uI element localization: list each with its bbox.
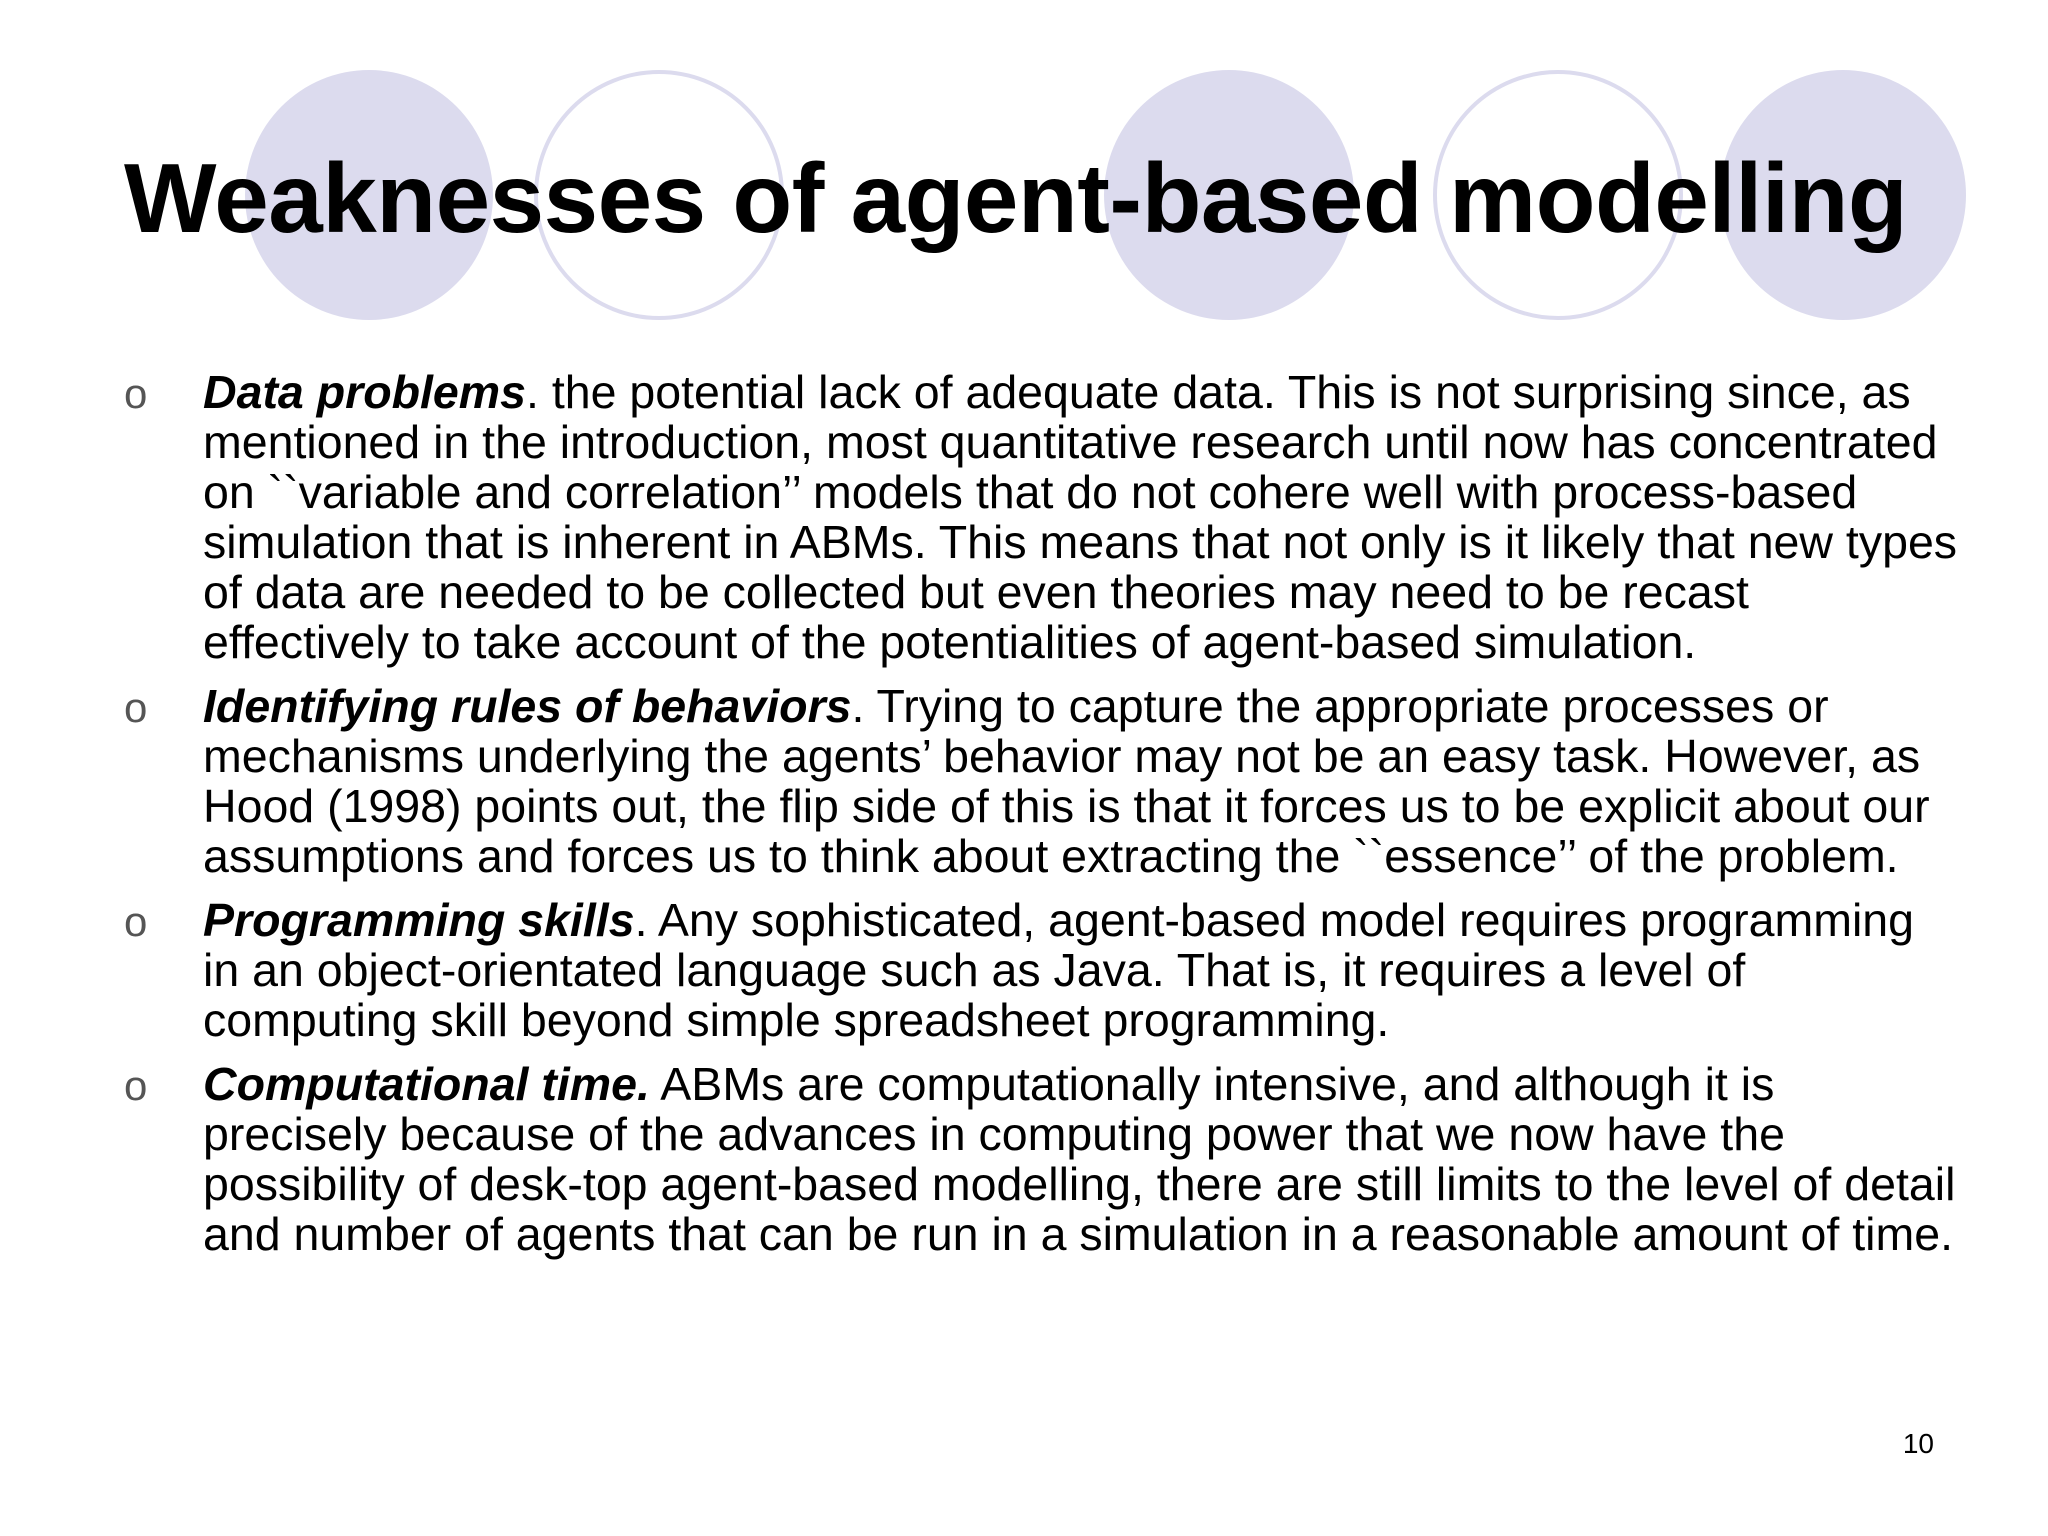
bullet-term-suffix: . xyxy=(851,680,865,732)
bullet-list xyxy=(0,367,2048,1273)
bullet-marker: o xyxy=(124,1062,148,1109)
bullet-term: Data problems xyxy=(203,366,527,418)
bullet-item xyxy=(0,895,1963,1045)
page-number: 10 xyxy=(1902,1428,1934,1459)
bullet-term-suffix: . xyxy=(634,894,648,946)
bullet-term: Identifying rules of behaviors xyxy=(203,680,852,732)
bullet-marker: o xyxy=(124,370,148,417)
bullet-text xyxy=(203,894,1914,1046)
bullet-item xyxy=(0,681,1963,881)
bullet-body: Trying to capture the appropriate processes or mechanisms underlying the agents’ behavior may not be an easy task. However, as Hood (1998) points out, the flip side of this is that it forces us to be explicit about our assumptions and forces us to think about extracting the ``essence’’ of the problem. xyxy=(203,680,1930,882)
bullet-item xyxy=(0,1059,1963,1259)
bullet-item xyxy=(0,367,1963,667)
bullet-marker: o xyxy=(124,898,148,945)
bullet-body: the potential lack of adequate data. This is not surprising since, as mentioned in the introduction, most quantitative research until now has concentrated on ``variable and correlation’’ models that do not cohere well with process-based simulation that is inherent in ABMs. This means that not only is it likely that new types of data are needed to be collected but even theories may need to be recast effectively to take account of the potentialities of agent-based simulation. xyxy=(203,366,1958,668)
bullet-text xyxy=(203,366,1957,668)
bullet-term: Programming skills xyxy=(203,894,635,946)
bullet-body: ABMs are computationally intensive, and although it is precisely because of the advances in computing power that we now have the possibility of desk-top agent-based modelling, there are still limits to the level of detail and number of agents that can be run in a simulation in a reasonable amount of time. xyxy=(203,1058,1956,1260)
bullet-text xyxy=(203,1058,1955,1260)
bullet-body: Any sophisticated, agent-based model requires programming in an object-orientated language such as Java. That is, it requires a level of computing skill beyond simple spreadsheet programming. xyxy=(203,894,1915,1046)
slide-title: Weaknesses of agent-based modelling xyxy=(124,143,1908,253)
bullet-marker: o xyxy=(124,684,148,731)
bullet-term: Computational time. xyxy=(203,1058,650,1110)
bullet-term-suffix: . xyxy=(526,366,539,418)
bullet-text xyxy=(203,680,1930,882)
